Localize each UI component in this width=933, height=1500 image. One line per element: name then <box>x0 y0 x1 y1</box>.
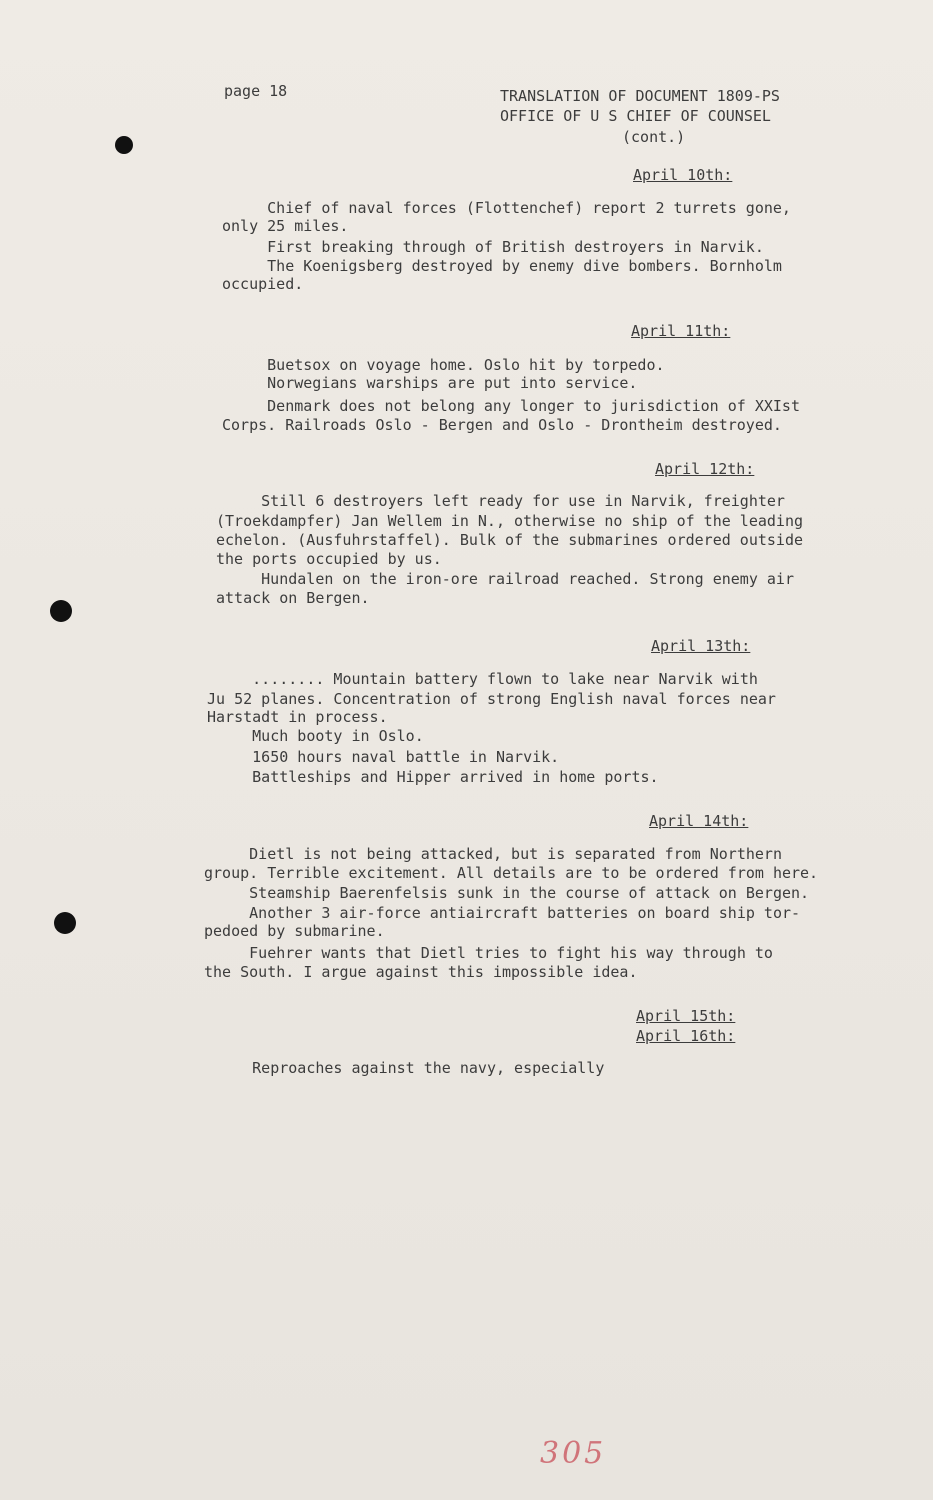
body-line: Dietl is not being attacked, but is separated from Northern <box>204 845 782 863</box>
section-date: April 11th: <box>631 322 731 340</box>
body-line: Chief of naval forces (Flottenchef) report 2 turrets gone, <box>222 199 791 217</box>
header-office: OFFICE OF U S CHIEF OF COUNSEL <box>500 107 771 125</box>
body-line: ........ Mountain battery flown to lake near Narvik with <box>207 670 758 688</box>
body-line: 1650 hours naval battle in Narvik. <box>207 748 560 766</box>
section-date: April 16th: <box>636 1027 736 1045</box>
body-line: First breaking through of British destroyers in Narvik. <box>222 238 764 256</box>
body-line: Corps. Railroads Oslo - Bergen and Oslo - Drontheim destroyed. <box>222 416 782 434</box>
section-date: April 12th: <box>655 460 755 478</box>
header-cont: (cont.) <box>622 128 686 146</box>
header-title: TRANSLATION OF DOCUMENT 1809-PS <box>500 87 780 105</box>
body-line: Reproaches against the navy, especially <box>207 1059 605 1077</box>
body-line: Harstadt in process. <box>207 708 388 726</box>
body-line: Still 6 destroyers left ready for use in Narvik, freighter <box>216 492 785 510</box>
body-line: (Troekdampfer) Jan Wellem in N., otherwise no ship of the leading <box>216 512 803 530</box>
punch-hole <box>115 136 133 154</box>
body-line: the South. I argue against this impossible idea. <box>204 963 638 981</box>
body-line: attack on Bergen. <box>216 589 370 607</box>
body-line: occupied. <box>222 275 304 293</box>
body-line: Fuehrer wants that Dietl tries to fight his way through to <box>204 944 773 962</box>
section-date: April 13th: <box>651 637 751 655</box>
body-line: Ju 52 planes. Concentration of strong English naval forces near <box>207 690 776 708</box>
body-line: Another 3 air-force antiaircraft batteries on board ship tor- <box>204 904 801 922</box>
body-line: Steamship Baerenfelsis sunk in the course of attack on Bergen. <box>204 884 810 902</box>
body-line: group. Terrible excitement. All details are to be ordered from here. <box>204 864 819 882</box>
body-line: Buetsox on voyage home. Oslo hit by torpedo. <box>222 356 665 374</box>
body-line: Hundalen on the iron-ore railroad reached. Strong enemy air <box>216 570 794 588</box>
body-line: Much booty in Oslo. <box>207 727 424 745</box>
body-line: only 25 miles. <box>222 217 349 235</box>
page-number: page 18 <box>224 82 288 100</box>
body-line: Norwegians warships are put into service. <box>222 374 638 392</box>
section-date: April 15th: <box>636 1007 736 1025</box>
punch-hole <box>50 600 72 622</box>
body-line: Denmark does not belong any longer to jurisdiction of XXIst <box>222 397 800 415</box>
punch-hole <box>54 912 76 934</box>
section-date: April 10th: <box>633 166 733 184</box>
handwritten-page-number: 305 <box>540 1436 607 1471</box>
body-line: echelon. (Ausfuhrstaffel). Bulk of the submarines ordered outside <box>216 531 803 549</box>
body-line: The Koenigsberg destroyed by enemy dive bombers. Bornholm <box>222 257 782 275</box>
body-line: the ports occupied by us. <box>216 550 442 568</box>
body-line: pedoed by submarine. <box>204 922 385 940</box>
section-date: April 14th: <box>649 812 749 830</box>
body-line: Battleships and Hipper arrived in home ports. <box>207 768 659 786</box>
